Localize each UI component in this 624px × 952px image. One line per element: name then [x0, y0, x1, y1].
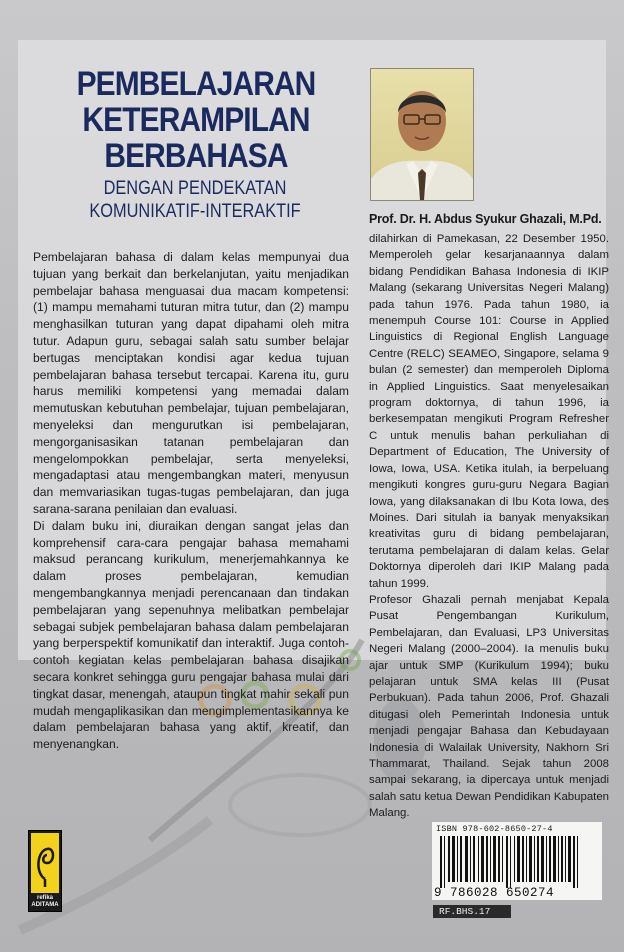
title-line-1: PEMBELAJARAN — [76, 65, 316, 103]
description-paragraph-2: Di dalam buku ini, diuraikan dengan sangat jelas dan komprehensif cara-cara pengajar bahasa memahami maksud perancang kurikulum, menerjemahkannya ke dalam proses pembelajaran, kemudian mengembangkannya menjadi perencanaan dan tindakan pembelajaran yang sepenuhnya melibatkan pembelajar sebagai subjek pembelajaran bahasa dalam pembelajaran yang berperspektif komunikatif dan interaktif. Juga contoh-contoh kegiatan kelas pembelajaran bahasa disajikan secara konkret sehingga guru pengajar bahasa mulai dari tingkat dasar, menengah, ataupun tingkat mahir sekali pun mudah mengaplikasikan dan mengimplementasikannya ke dalam pembelajaran bahasa yang aktif, kreatif, dan menyenangkan. — [33, 518, 349, 752]
catalog-code: RF.BHS.17 — [433, 905, 511, 918]
publisher-name-line-1: refika — [36, 895, 53, 901]
author-portrait-image — [371, 69, 473, 200]
description-paragraph-1: Pembelajaran bahasa di dalam kelas mempunyai dua tujuan yang berkait dan berkelanjutan, yaitu menjadikan pembelajar bahasa menguasai dua macam kompetensi: (1) mampu memahami tuturan mitra tutur, dan (2) mampu menghasilkan tuturan yang dapat dipahami oleh mitra tutur. Adapun guru, sebagai salah satu sumber belajar bertugas menciptakan kondisi agar kedua tujuan pembelajaran bahasa tersebut tercapai. Karena itu, guru harus memiliki kompetensi yang memadai dalam memutuskan kebutuhan pembelajar, tujuan pembelajaran, menyeleksi dan mengurutkan isi pembelajaran, mengorganisasikan tatanan pembelajaran dan mengelompokkan pembelajar, serta menyeleksi, mengadaptasi atau mengembangkan materi, menyusun dan memvariasikan tugas-tugas pembelajaran, dan juga sarana-sarana penilaian dan evaluasi. — [33, 250, 349, 516]
publisher-swirl-icon — [31, 833, 59, 893]
book-description — [33, 249, 349, 753]
author-photo — [370, 68, 474, 201]
subtitle-line-2: KOMUNIKATIF-INTERAKTIF — [89, 201, 301, 222]
author-name: Prof. Dr. H. Abdus Syukur Ghazali, M.Pd. — [369, 212, 602, 226]
title-line-3: BERBAHASA — [104, 137, 288, 175]
author-bio-paragraph-1: dilahirkan di Pamekasan, 22 Desember 1950. Memperoleh gelar kesarjanaannya dalam bidang Pendidikan Bahasa Indonesia di IKIP Malang (sekarang Universitas Negeri Malang) pada tahun 1976. Pada tahun 1980, ia menempuh Course 101: Course in Applied Linguistics di Regional English Language Centre (RELC) SEAMEO, Singapore, selama 9 bulan (2 semester) dan memperoleh Diploma in Applied Linguistics. Saat menyelesaikan program doktornya, di tahun 1996, ia berkesempatan mengikuti Program Refresher C untuk menulis bahan perkuliahan di Department of Education, The University of Iowa, Iowa, USA. Ketika itulah, ia berpeluang mengikuti kongres guru-guru Negara Bagian Iowa, yang dilaksanakan di Ibu Kota Iowa, des Moines. Dari situlah ia banyak menyaksikan kreativitas guru di bidang pembelajaran, terutama pembelajaran di dalam kelas. Gelar Doktornya diperoleh dari IKIP Malang pada tahun 1999. — [369, 233, 609, 590]
author-bio-paragraph-2: Profesor Ghazali pernah menjabat Kepala Pusat Pengembangan Kurikulum, Pembelajaran, dan Evaluasi, LP3 Universitas Negeri Malang (2000–2004). Ia menulis buku ajar untuk SMP (Kurikulum 1994); buku pelajaran untuk SMA kelas III (Pusat Perbukuan). Pada tahun 2006, Prof. Ghazali ditugasi oleh Pemerintah Indonesia untuk menjadi pengajar Bahasa dan Kebudayaan Indonesia di Walailak University, Nakhorn Sri Thammarat, Thailand. Sejak tahun 2008 sampai sekarang, ia dipercaya untuk menjadi salah satu ketua Dewan Pendidikan Kabupaten Malang. — [369, 593, 609, 820]
publisher-logo-mark — [31, 833, 59, 893]
publisher-logo — [28, 830, 62, 912]
book-title — [46, 66, 346, 174]
author-bio — [369, 231, 609, 822]
isbn-text: ISBN 978-602-8650-27-4 — [436, 824, 553, 834]
barcode-number: 9 786028 650274 — [434, 886, 555, 900]
subtitle-line-1: DENGAN PENDEKATAN — [103, 178, 287, 199]
title-line-2: KETERAMPILAN — [82, 101, 310, 139]
publisher-name-line-2: ADITAMA — [31, 902, 59, 908]
